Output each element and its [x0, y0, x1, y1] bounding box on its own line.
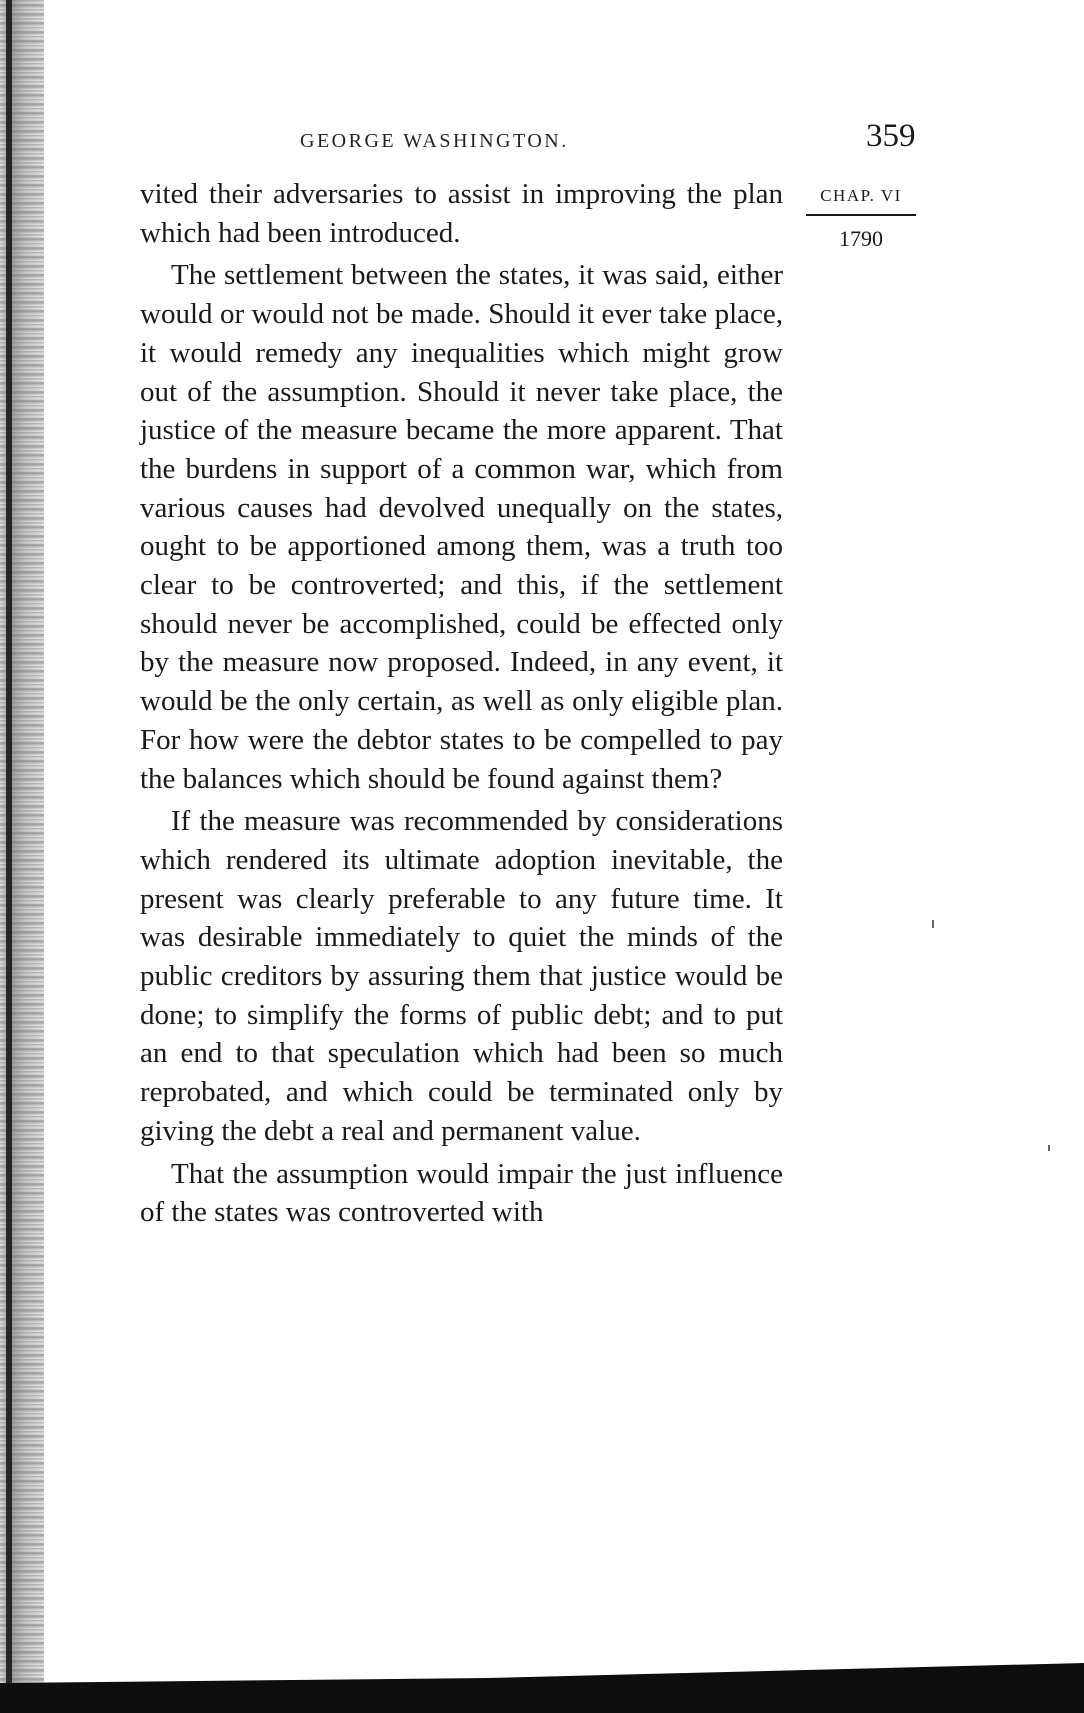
- binding-edge-line: [6, 0, 12, 1713]
- page-number: 359: [866, 118, 916, 154]
- scan-bottom-edge: [0, 1663, 1084, 1713]
- body-text: [140, 175, 783, 1232]
- paragraph-4: That the assumption would impair the just influence of the states was controverted with: [140, 1157, 783, 1229]
- paragraph-3: If the measure was recommended by considerations which rendered its ultimate adoption inevitable, the present was clearly preferable to any future time. It was desirable immediately to quiet the minds of the public creditors by assuring them that justice would be done; to simplify the forms of public debt; and to put an end to that speculation which had been so much reprobated, and which could be terminated only by giving the debt a real and permanent value.: [140, 805, 783, 1147]
- margin-chapter: CHAP. VI: [806, 186, 916, 216]
- scan-speck: [1048, 1145, 1050, 1151]
- scan-speck: [932, 920, 934, 928]
- paragraph-2: The settlement between the states, it was said, either would or would not be made. Should it ever take place, it would remedy any inequalities which might grow out of the assumption. Should it never take place, the justice of the measure became the more apparent. That the burdens in support of a common war, which from various causes had devolved unequally on the states, ought to be apportioned among them, was a truth too clear to be controverted; and this, if the settlement should never be accomplished, could be effected only by the measure now proposed. Indeed, in any event, it would be the only certain, as well as only eligible plan. For how were the debtor states to be compelled to pay the balances which should be found against them?: [140, 259, 783, 795]
- running-head: GEORGE WASHINGTON.: [300, 130, 569, 152]
- margin-note: [806, 186, 916, 252]
- margin-year: 1790: [839, 226, 883, 251]
- paragraph-1: vited their adversaries to assist in improving the plan which had been introduced.: [140, 178, 783, 249]
